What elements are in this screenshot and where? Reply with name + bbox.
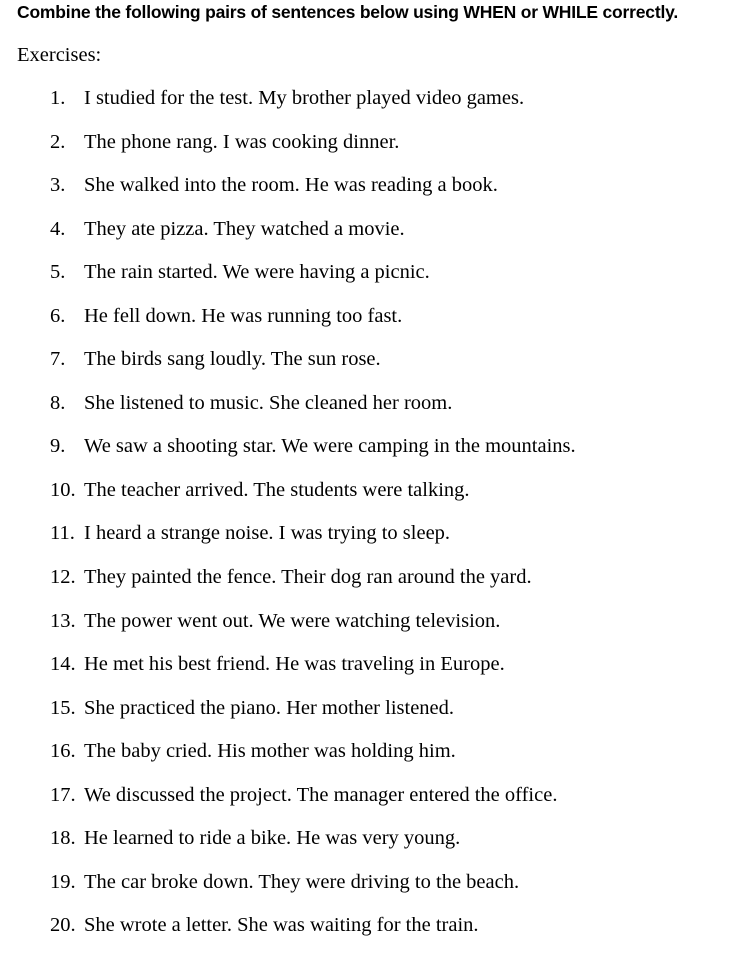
exercise-text: The power went out. We were watching television.	[84, 609, 501, 632]
exercise-number: 7.	[50, 348, 66, 371]
exercise-number: 14.	[50, 653, 76, 676]
exercise-number: 11.	[50, 522, 75, 545]
exercise-text: The teacher arrived. The students were talking.	[84, 478, 470, 501]
exercise-number: 8.	[50, 391, 66, 414]
exercise-number: 20.	[50, 914, 76, 937]
exercise-text: I heard a strange noise. I was trying to sleep.	[84, 522, 451, 545]
exercise-text: The phone rang. I was cooking dinner.	[84, 130, 400, 153]
exercise-text: He met his best friend. He was traveling in Europe.	[84, 653, 505, 676]
exercise-text: The car broke down. They were driving to the beach.	[84, 870, 520, 893]
exercise-number: 3.	[50, 174, 66, 197]
worksheet-title: Combine the following pairs of sentences below using WHEN or WHILE correctly.	[17, 2, 679, 22]
exercise-number: 10.	[50, 478, 76, 501]
exercise-text: They painted the fence. Their dog ran around the yard.	[84, 566, 532, 589]
exercise-number: 12.	[50, 566, 76, 589]
exercise-text: She practiced the piano. Her mother listened.	[84, 696, 455, 719]
exercise-text: She walked into the room. He was reading a book.	[84, 174, 498, 197]
exercise-number: 16.	[50, 740, 76, 763]
exercise-text: He fell down. He was running too fast.	[84, 304, 403, 327]
exercise-number: 13.	[50, 609, 76, 632]
exercise-text: The birds sang loudly. The sun rose.	[84, 348, 381, 371]
exercise-number: 18.	[50, 827, 76, 850]
exercise-text: We discussed the project. The manager entered the office.	[84, 783, 558, 806]
exercise-text: They ate pizza. They watched a movie.	[84, 217, 405, 240]
exercise-number: 17.	[50, 783, 76, 806]
exercise-text: The rain started. We were having a picnic.	[84, 261, 430, 284]
exercise-number: 2.	[50, 130, 66, 153]
exercise-number: 6.	[50, 304, 66, 327]
exercise-number: 4.	[50, 217, 66, 240]
exercise-text: She wrote a letter. She was waiting for the train.	[84, 914, 479, 937]
exercise-text: We saw a shooting star. We were camping in the mountains.	[84, 435, 576, 458]
exercises-heading: Exercises:	[17, 44, 102, 66]
exercise-text: He learned to ride a bike. He was very young.	[84, 827, 461, 850]
exercise-number: 1.	[50, 87, 66, 109]
exercise-text: She listened to music. She cleaned her room.	[84, 391, 453, 414]
exercise-number: 19.	[50, 870, 76, 893]
exercise-text: The baby cried. His mother was holding him.	[84, 740, 456, 763]
exercise-text: I studied for the test. My brother played video games.	[84, 87, 525, 109]
exercise-number: 15.	[50, 696, 76, 719]
exercise-number: 9.	[50, 435, 66, 458]
exercise-number: 5.	[50, 261, 66, 284]
